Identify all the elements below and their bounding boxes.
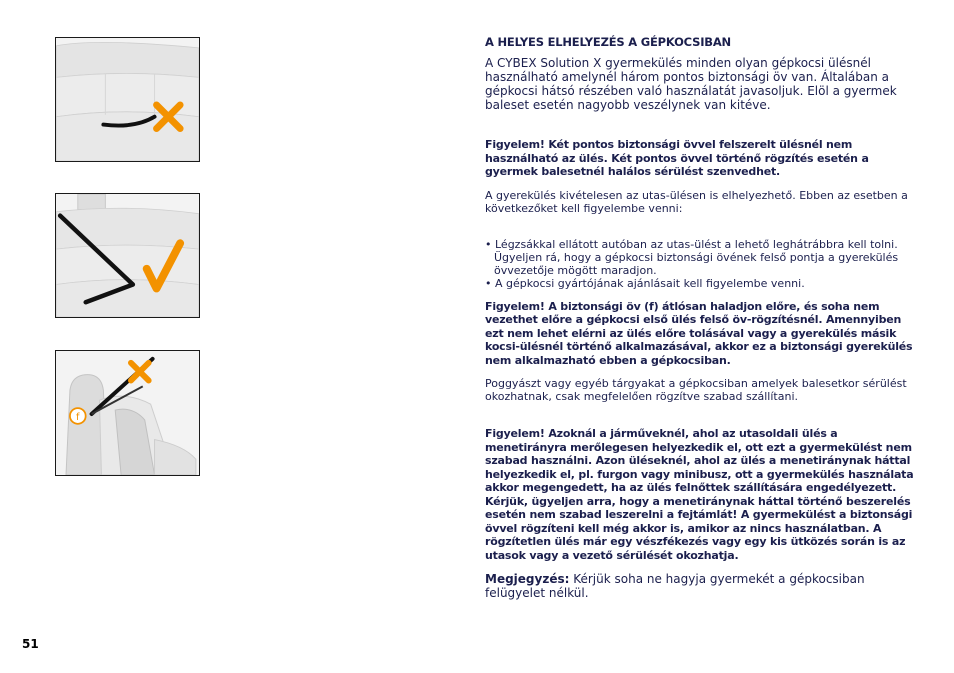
three-point-belt-illustration (56, 194, 199, 317)
warning-two-point-belt: Figyelem! Két pontos biztonsági övvel felszerelt ülésnél nem használható az ülés. Két pontos övvel történő rögzítés esetén a gyermek balesetnél halálos sérülést szenvedhet. (485, 138, 869, 178)
list-item: • Légzsákkal ellátott autóban az utas-ülést a lehető leghátrábbra kell tolni. Ügyeljen rá, hogy a gépkocsi biztonsági övének felső pontja a gyerekülés övvezetője mögött maradjon. (485, 237, 899, 277)
note-text: Kérjük soha ne hagyja gyermekét a gépkocsiban felügyelet nélkül. (485, 572, 865, 600)
warning-belt-routing: Figyelem! A biztonsági öv (f) átlósan haladjon előre, és soha nem vezethet előre a gépkocsi első ülés felső öv-rögzítésnél. Amennyiben ezt nem lehet elérni az ülés előre tolásával vagy a gyerekülés másik kocsi-ülésnél történő alkalmazásával, akkor ez a biztonsági gyerekülés nem alkalmazható ebben a gépkocsiban. (485, 299, 913, 367)
figure-lap-belt-not-allowed (55, 37, 200, 162)
note-label: Megjegyzés: (485, 572, 570, 586)
list-item: • A gépkocsi gyártójának ajánlásait kell figyelembe venni. (485, 276, 805, 290)
warning-seat-orientation: Figyelem! Azoknál a járműveknél, ahol az utasoldali ülés a menetirányra merőlegesen helyezkedik el, ott ezt a gyermekülést nem szabad használni. Azon üléseknél, ahol az ülés a menetiránynak háttal helyezkedik el, pl. furgon vagy minibusz, ott a gyermekülés használata akkor megengedett, ha az ülés felnőttek szállítására engedélyezett. Kérjük, ügyeljen arra, hogy a menetiránynak háttal történő beszerelés esetén nem szabad leszerelni a fejtámlát! A gyermekülést a biztonsági övvel rögzíteni kell még akkor is, amikor az nincs használatban. A rögzítetlen ülés már egy vészfékezés vagy egy kis ütközés során is az utasok vagy a vezető sérülését okozhatja. (485, 427, 914, 562)
figure-three-point-belt-allowed (55, 193, 200, 318)
front-seat-bullets (485, 238, 917, 290)
intro-paragraph: A CYBEX Solution X gyermekülés minden olyan gépkocsi ülésnél használható amelynél három pontos biztonsági öv van. Általában a gépkocsi hátsó részében való használatát javasoljuk. Elöl a gyermek baleset esetén nagyobb veszélynek van kitéve. (485, 56, 897, 112)
front-seat-paragraph: A gyerekülés kivételesen az utas-ülésen is elhelyezhető. Ebben az esetben a következőket kell figyelembe venni: (485, 188, 908, 215)
text-column (485, 35, 917, 600)
page-number: 51 (22, 637, 39, 651)
lap-belt-illustration (56, 38, 199, 161)
front-seat-illustration (56, 351, 199, 475)
figure-front-seat-belt-routing (55, 350, 200, 476)
note-paragraph (485, 572, 917, 600)
section-heading: A HELYES ELHELYEZÉS A GÉPKOCSIBAN (485, 35, 731, 49)
luggage-paragraph: Poggyászt vagy egyéb tárgyakat a gépkocsiban amelyek balesetkor sérülést okozhatnak, csak megfelelően rögzítve szabad szállítani. (485, 377, 907, 403)
label-f: f (76, 411, 80, 423)
